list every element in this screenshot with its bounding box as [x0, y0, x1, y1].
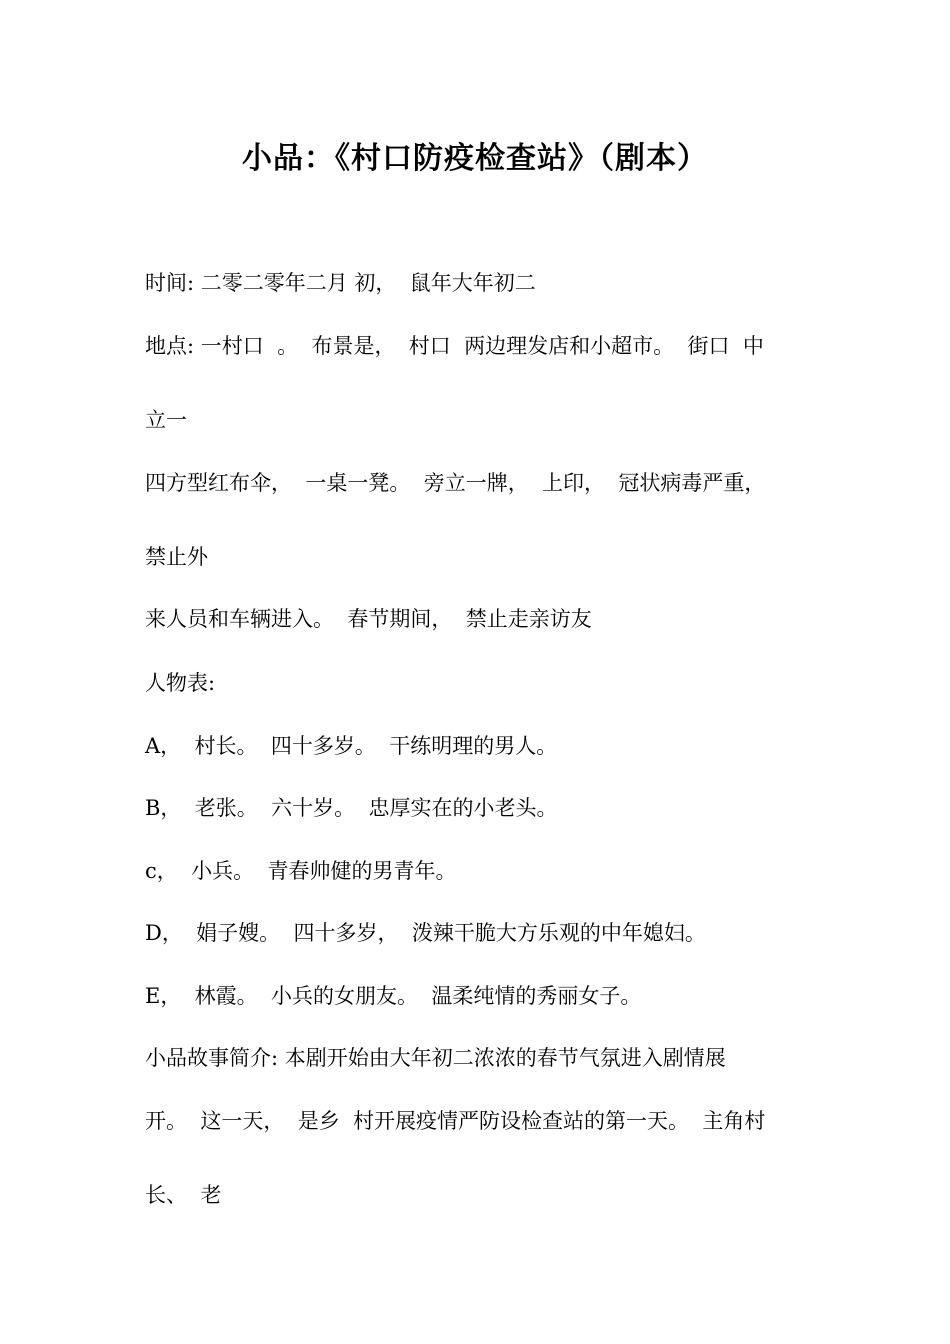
text-line: 四方型红布伞， 一桌一凳。 旁立一牌， 上印， 冠状病毒严重， [145, 471, 766, 495]
text-line: 来人员和车辆进入。 春节期间， 禁止走亲访友 [145, 607, 592, 631]
text-line: 长、 老 [145, 1183, 222, 1207]
text-line: 开。 这一天， 是乡 村开展疫情严防设检查站的第一天。 主角村 [145, 1109, 766, 1133]
text-line: E， 林霞。 小兵的女朋友。 温柔纯情的秀丽女子。 [145, 984, 642, 1008]
document-title: 小品：《村口防疫检查站》（剧本） [242, 141, 708, 176]
text-line: c， 小兵。 青春帅健的男青年。 [145, 859, 457, 883]
text-line: 地点: 一村口 。 布景是， 村口 两边理发店和小超市。 街口 中 [145, 334, 764, 358]
text-line: 立一 [145, 408, 187, 432]
text-line: 时间: 二零二零年二月 初， 鼠年大年初二 [145, 271, 536, 295]
text-line: B， 老张。 六十岁。 忠厚实在的小老头。 [145, 796, 558, 820]
text-line: A， 村长。 四十多岁。 干练明理的男人。 [145, 734, 558, 758]
text-line: 禁止外 [145, 545, 208, 569]
text-line: 人物表: [145, 671, 216, 695]
text-line: D， 娟子嫂。 四十多岁， 泼辣干脆大方乐观的中年媳妇。 [145, 921, 706, 945]
text-line: 小品故事简介: 本剧开始由大年初二浓浓的春节气氛进入剧情展 [145, 1046, 726, 1070]
